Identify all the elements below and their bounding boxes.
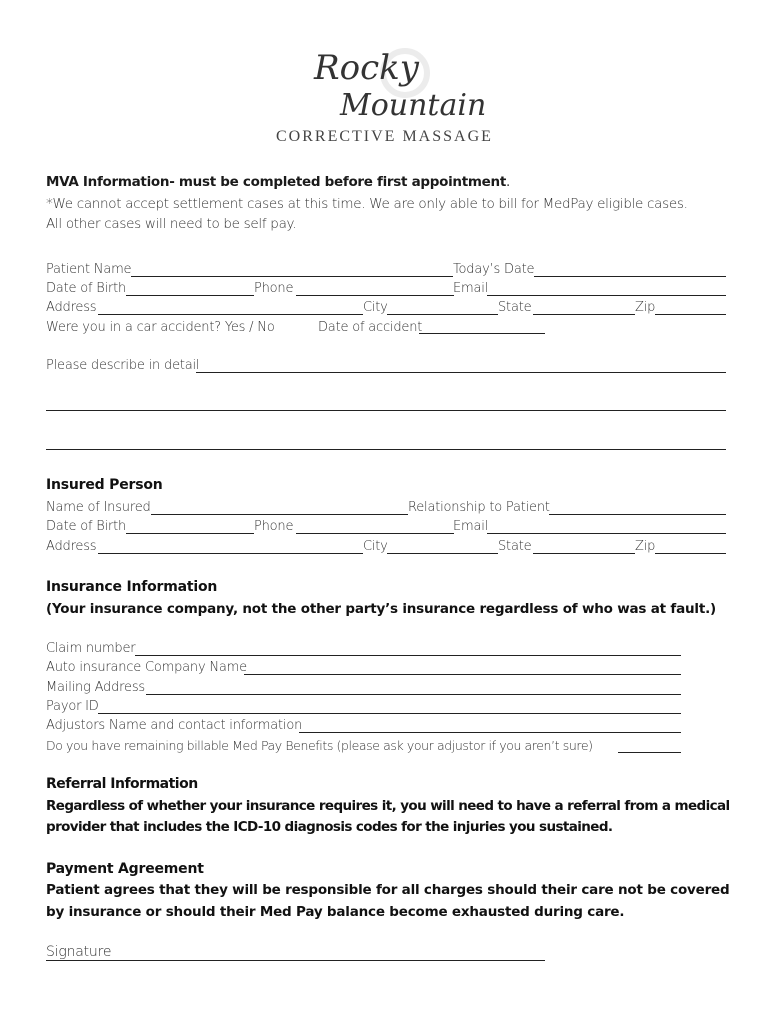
company-name-field[interactable] (244, 674, 681, 675)
logo (270, 40, 510, 150)
intro-title: MVA Information- must be completed before first appointment (46, 174, 506, 190)
patient-name-label: Patient Name (46, 262, 132, 277)
payment-line2: by insurance or should their Med Pay balance become exhausted during care. (46, 904, 625, 920)
patient-state-field[interactable] (533, 314, 635, 315)
patient-name-field[interactable] (131, 276, 453, 277)
mailing-address-field[interactable] (146, 694, 681, 695)
insured-phone-field[interactable] (296, 533, 454, 534)
patient-address-field[interactable] (98, 314, 363, 315)
payment-heading: Payment Agreement (46, 861, 204, 877)
payor-id-field[interactable] (98, 713, 681, 714)
insured-phone-label: Phone (254, 519, 294, 534)
insured-state-label: State (498, 539, 532, 554)
insured-address-field[interactable] (98, 553, 363, 554)
referral-line2: provider that includes the ICD-10 diagnosis codes for the injuries you sustained. (46, 819, 613, 835)
adjustor-label: Adjustors Name and contact information (46, 718, 303, 733)
payment-line1: Patient agrees that they will be responsible for all charges should their care not be covered (46, 882, 730, 898)
referral-heading: Referral Information (46, 776, 198, 792)
logo-line1: Rocky (314, 48, 419, 88)
patient-dob-field[interactable] (126, 295, 254, 296)
patient-address-label: Address (46, 300, 97, 315)
intro-line3: All other cases will need to be self pay. (46, 216, 297, 232)
intro-title-row (46, 174, 510, 190)
insured-email-label: Email (453, 519, 489, 534)
patient-city-field[interactable] (387, 314, 498, 315)
patient-zip-field[interactable] (655, 314, 726, 315)
insured-email-field[interactable] (487, 533, 726, 534)
date-accident-field[interactable] (419, 333, 545, 334)
logo-tagline: CORRECTIVE MASSAGE (276, 128, 493, 145)
insured-heading: Insured Person (46, 477, 163, 493)
intro-line2: *We cannot accept settlement cases at this time. We are only able to bill for MedPay eligible cases. (46, 196, 688, 212)
insured-dob-field[interactable] (126, 533, 254, 534)
medpay-label: Do you have remaining billable Med Pay Benefits (please ask your adjustor if you aren’t sure) (46, 738, 593, 753)
claim-number-label: Claim number (46, 641, 136, 656)
today-date-field[interactable] (534, 276, 726, 277)
patient-zip-label: Zip (635, 300, 656, 315)
patient-email-label: Email (453, 281, 489, 296)
date-accident-label: Date of accident (318, 320, 423, 335)
describe-field-1[interactable] (196, 372, 726, 373)
insured-state-field[interactable] (533, 553, 635, 554)
patient-phone-label: Phone (254, 281, 294, 296)
company-name-label: Auto insurance Company Name (46, 660, 247, 675)
adjustor-field[interactable] (299, 732, 681, 733)
insured-city-field[interactable] (387, 553, 498, 554)
insured-city-label: City (363, 539, 388, 554)
insurance-subheading: (Your insurance company, not the other party’s insurance regardless of who was at fault.) (46, 601, 716, 617)
car-accident-label: Were you in a car accident? Yes / No (46, 320, 275, 335)
describe-field-2[interactable] (46, 410, 726, 411)
describe-field-3[interactable] (46, 449, 726, 450)
signature-label: Signature (46, 944, 112, 960)
medpay-field[interactable] (618, 752, 681, 753)
referral-line1: Regardless of whether your insurance requires it, you will need to have a referral from a medical (46, 798, 730, 814)
patient-state-label: State (498, 300, 532, 315)
payor-id-label: Payor ID (46, 699, 99, 714)
patient-email-field[interactable] (487, 295, 726, 296)
insured-zip-label: Zip (635, 539, 656, 554)
today-date-label: Today’s Date (453, 262, 535, 277)
relationship-field[interactable] (549, 514, 726, 515)
signature-field[interactable] (46, 960, 545, 961)
insured-name-label: Name of Insured (46, 500, 151, 515)
insured-zip-field[interactable] (655, 553, 726, 554)
intro-title-end: . (505, 174, 510, 190)
patient-city-label: City (363, 300, 388, 315)
mailing-address-label: Mailing Address (46, 680, 145, 695)
insured-address-label: Address (46, 539, 97, 554)
insurance-heading: Insurance Information (46, 579, 218, 595)
logo-line2: Mountain (340, 88, 487, 123)
patient-dob-label: Date of Birth (46, 281, 127, 296)
relationship-label: Relationship to Patient (408, 500, 550, 515)
insured-dob-label: Date of Birth (46, 519, 127, 534)
claim-number-field[interactable] (135, 655, 681, 656)
patient-phone-field[interactable] (296, 295, 454, 296)
insured-name-field[interactable] (151, 514, 408, 515)
describe-label: Please describe in detail (46, 358, 200, 373)
